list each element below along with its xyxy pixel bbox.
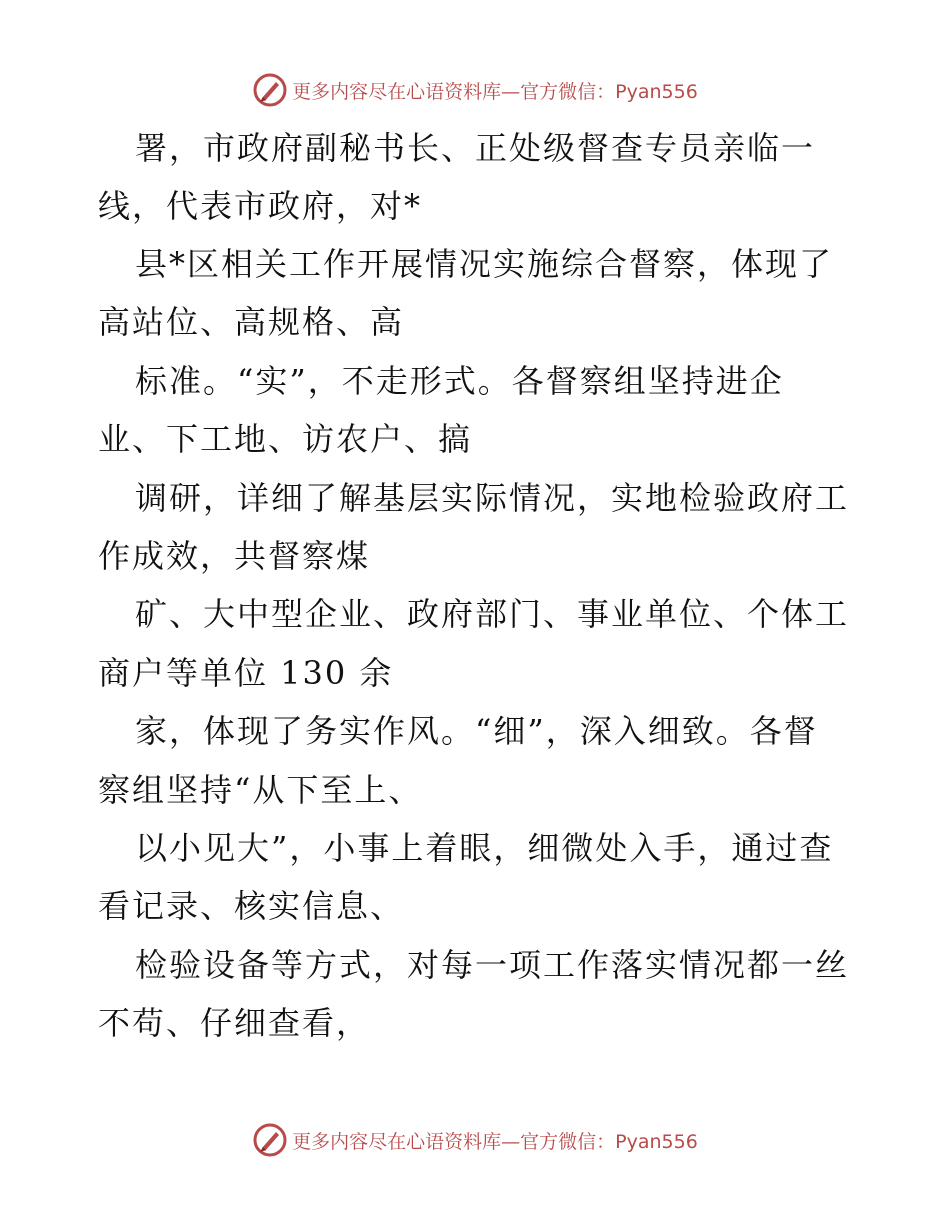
pen-logo-icon [252, 72, 288, 108]
text-line: 以小见大”，小事上着眼，细微处入手，通过查 [135, 829, 834, 867]
text-line: 调研，详细了解基层实际情况，实地检验政府工 [135, 479, 850, 517]
text-line: 家，体现了务实作风。“细”，深入细致。各督 [135, 712, 818, 750]
text-line: 标准。“实”，不走形式。各督察组坚持进企 [135, 362, 784, 400]
footer-watermark [0, 1120, 950, 1160]
text-line: 线，代表市政府，对* [98, 187, 423, 225]
text-line: 不苟、仔细查看， [98, 1004, 371, 1042]
header-watermark [0, 70, 950, 110]
watermark-text [292, 77, 698, 104]
text-line: 业、下工地、访农户、搞 [98, 420, 473, 458]
text-line: 检验设备等方式，对每一项工作落实情况都一丝 [135, 946, 850, 984]
text-line: 作成效，共督察煤 [98, 537, 371, 575]
text-line: 县*区相关工作开展情况实施综合督察，体现了 [135, 245, 834, 283]
watermark-label: 更多内容尽在心语资料库—官方微信： [292, 1130, 616, 1153]
text-line: 署，市政府副秘书长、正处级督查专员亲临一 [135, 129, 816, 167]
pen-logo-icon [252, 1122, 288, 1158]
text-line: 看记录、核实信息、 [98, 887, 405, 925]
watermark-text [292, 1127, 698, 1154]
watermark-label: 更多内容尽在心语资料库—官方微信： [292, 80, 616, 103]
text-line: 矿、大中型企业、政府部门、事业单位、个体工 [135, 595, 850, 633]
watermark-id: Pyan556 [615, 80, 698, 103]
text-line: 察组坚持“从下至上、 [98, 771, 423, 809]
text-line: 高站位、高规格、高 [98, 303, 405, 341]
watermark-id: Pyan556 [615, 1130, 698, 1153]
text-line: 商户等单位 130 余 [98, 654, 394, 692]
